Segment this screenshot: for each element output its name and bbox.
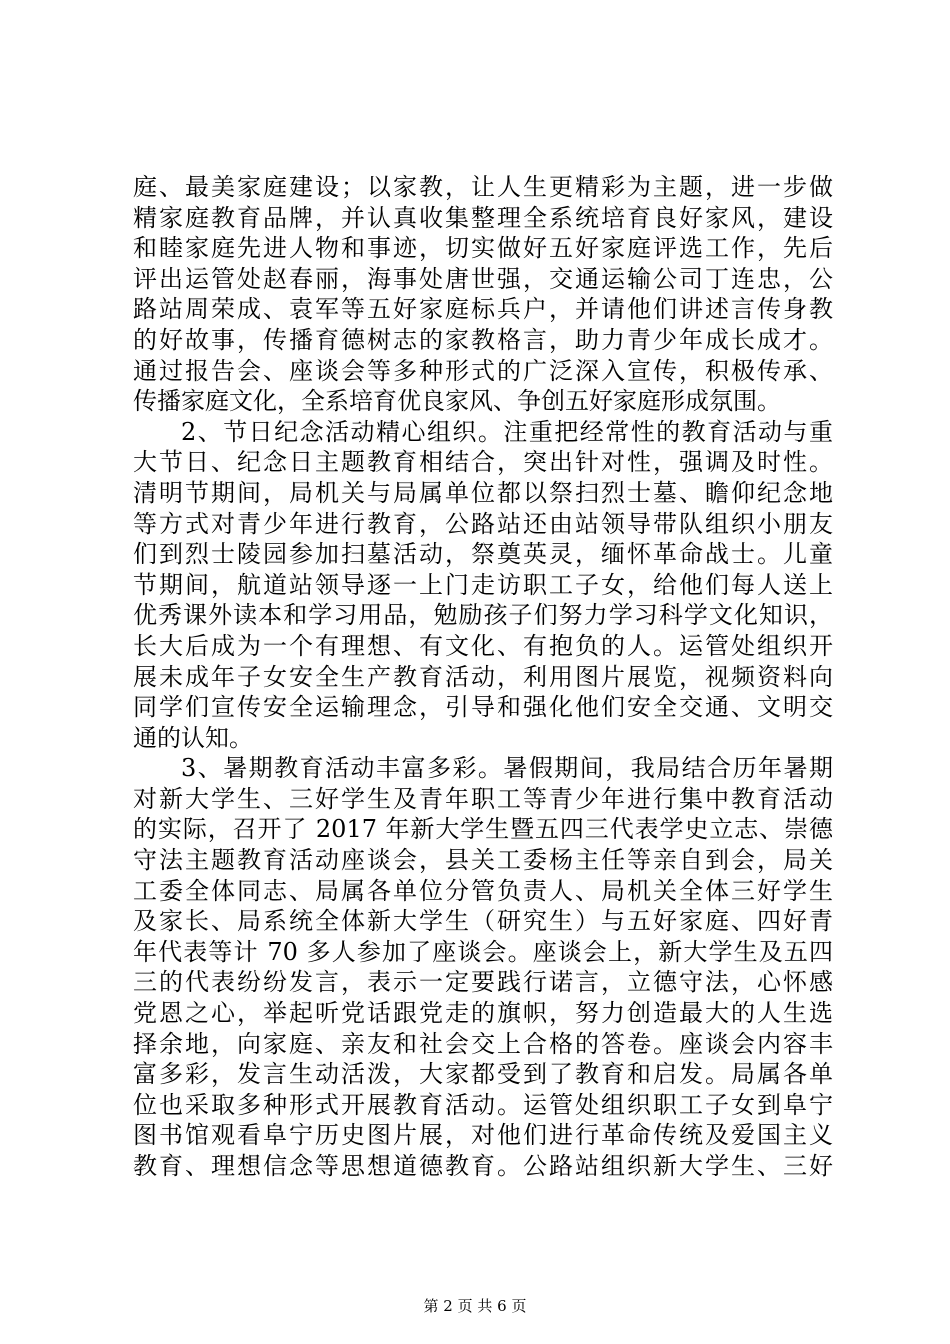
page-number-footer: 第 2 页 共 6 页 <box>423 1297 527 1315</box>
text-line: 及家长、局系统全体新大学生（研究生）与五好家庭、四好青 <box>133 907 833 936</box>
text-line: 年代表等计 70 多人参加了座谈会。座谈会上，新大学生及五四 <box>133 937 833 966</box>
text-line: 位也采取多种形式开展教育活动。运管处组织职工子女到阜宁 <box>133 1090 833 1119</box>
paragraph-heading-line: 2、节日纪念活动精心组织。注重把经常性的教育活动与重 <box>181 417 833 446</box>
text-line: 的好故事，传播育德树志的家教格言，助力青少年成长成才。 <box>133 325 833 354</box>
text-line: 节期间，航道站领导逐一上门走访职工子女，给他们每人送上 <box>133 570 833 599</box>
body-text <box>133 172 833 1182</box>
text-line: 评出运管处赵春丽，海事处唐世强，交通运输公司丁连忠，公 <box>133 264 833 293</box>
text-line: 同学们宣传安全运输理念，引导和强化他们安全交通、文明交 <box>133 693 833 722</box>
text-line: 大节日、纪念日主题教育相结合，突出针对性，强调及时性。 <box>133 448 833 477</box>
text-line: 通的认知。 <box>133 723 253 752</box>
text-line: 优秀课外读本和学习用品，勉励孩子们努力学习科学文化知识， <box>133 601 833 630</box>
text-line: 三的代表纷纷发言，表示一定要践行诺言，立德守法，心怀感 <box>133 968 833 997</box>
text-line: 展未成年子女安全生产教育活动，利用图片展览，视频资料向 <box>133 662 833 691</box>
text-line: 长大后成为一个有理想、有文化、有抱负的人。运管处组织开 <box>133 631 833 660</box>
text-line: 清明节期间，局机关与局属单位都以祭扫烈士墓、瞻仰纪念地 <box>133 478 833 507</box>
text-line: 的实际，召开了 2017 年新大学生暨五四三代表学史立志、崇德 <box>133 815 833 844</box>
paragraph-heading-line: 3、暑期教育活动丰富多彩。暑假期间，我局结合历年暑期 <box>181 754 833 783</box>
text-line: 对新大学生、三好学生及青年职工等青少年进行集中教育活动 <box>133 784 833 813</box>
text-line: 教育、理想信念等思想道德教育。公路站组织新大学生、三好 <box>133 1152 833 1180</box>
text-line: 工委全体同志、局属各单位分管负责人、局机关全体三好学生 <box>133 876 833 905</box>
text-line: 择余地，向家庭、亲友和社会交上合格的答卷。座谈会内容丰 <box>133 1029 833 1058</box>
text-line: 和睦家庭先进人物和事迹，切实做好五好家庭评选工作，先后 <box>133 234 833 263</box>
text-line: 传播家庭文化，全系培育优良家风、争创五好家庭形成氛围。 <box>133 387 781 416</box>
text-line: 路站周荣成、袁军等五好家庭标兵户，并请他们讲述言传身教 <box>133 295 833 324</box>
text-line: 等方式对青少年进行教育，公路站还由站领导带队组织小朋友 <box>133 509 833 538</box>
text-line: 富多彩，发言生动活泼，大家都受到了教育和启发。局属各单 <box>133 1060 833 1089</box>
text-line: 图书馆观看阜宁历史图片展，对他们进行革命传统及爱国主义 <box>133 1121 833 1150</box>
text-line: 精家庭教育品牌，并认真收集整理全系统培育良好家风，建设 <box>133 203 833 232</box>
text-line: 们到烈士陵园参加扫墓活动，祭奠英灵，缅怀革命战士。儿童 <box>133 540 833 569</box>
text-line: 党恩之心，举起听党话跟党走的旗帜，努力创造最大的人生选 <box>133 999 833 1028</box>
text-line: 守法主题教育活动座谈会，县关工委杨主任等亲自到会，局关 <box>133 846 833 875</box>
text-line: 庭、最美家庭建设；以家教，让人生更精彩为主题，进一步做 <box>133 173 833 201</box>
text-line: 通过报告会、座谈会等多种形式的广泛深入宣传，积极传承、 <box>133 356 833 385</box>
